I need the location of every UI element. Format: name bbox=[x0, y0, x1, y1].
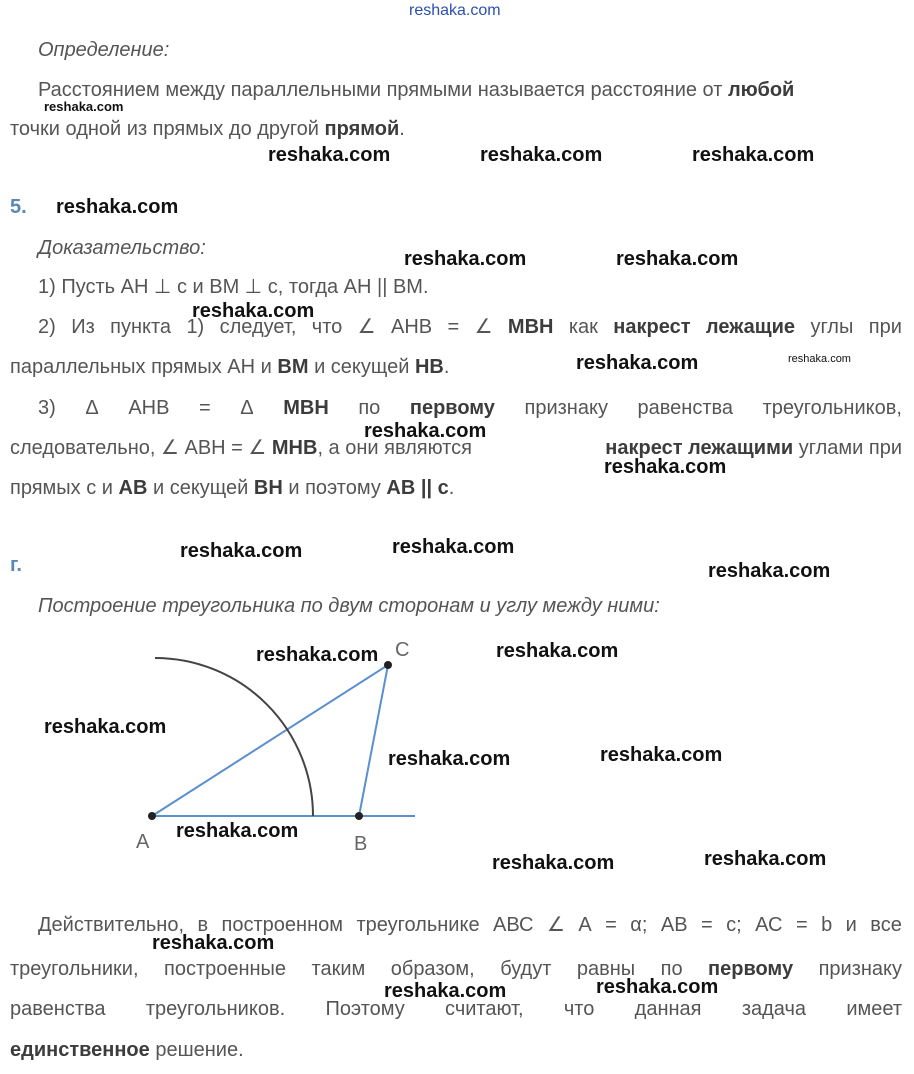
word: треугольников. bbox=[145, 998, 286, 1020]
word: по bbox=[358, 397, 381, 419]
word: равенства bbox=[10, 998, 106, 1020]
text: . bbox=[443, 356, 450, 378]
watermark-link[interactable]: reshaka.com bbox=[268, 144, 391, 166]
word: Действительно, bbox=[38, 914, 185, 936]
word: образом, bbox=[390, 958, 475, 980]
text: и секущей bbox=[314, 356, 410, 378]
word: ∠ bbox=[357, 316, 376, 338]
watermark-link[interactable]: reshaka.com bbox=[56, 196, 179, 218]
bold-text: АВ bbox=[118, 477, 148, 499]
text: и секущей bbox=[152, 477, 249, 499]
word: углы bbox=[810, 316, 854, 338]
triangle-construction-figure bbox=[0, 620, 914, 860]
word: = bbox=[605, 914, 617, 936]
word: пункта bbox=[110, 316, 172, 338]
proof-item-3-line-3 bbox=[10, 476, 454, 500]
word: признаку bbox=[524, 397, 608, 419]
bold-text: ВМ bbox=[277, 356, 309, 378]
text: параллельных прямых АН и bbox=[10, 356, 272, 378]
word: 2) bbox=[38, 316, 56, 338]
construction-heading: Построение треугольника по двум сторонам и углу между ними: bbox=[38, 595, 660, 617]
text: следовательно, ∠ АВН = ∠ bbox=[10, 437, 267, 459]
word: = bbox=[701, 914, 713, 936]
definition-text: точки одной из прямых до другой bbox=[10, 118, 319, 140]
word: следует, bbox=[219, 316, 297, 338]
bold-text: МНВ bbox=[271, 437, 318, 459]
text: . bbox=[448, 477, 455, 499]
watermark-link[interactable]: reshaka.com bbox=[596, 976, 719, 998]
word: первому bbox=[708, 958, 794, 980]
watermark-link[interactable]: reshaka.com bbox=[384, 980, 507, 1002]
word: треугольников, bbox=[762, 397, 902, 419]
word: АНВ bbox=[390, 316, 433, 338]
word: ∠ bbox=[474, 316, 493, 338]
watermark-link[interactable]: reshaka.com bbox=[180, 540, 303, 562]
word: = bbox=[795, 914, 808, 936]
definition-bold-any: любой bbox=[727, 79, 795, 101]
text: углами при bbox=[798, 437, 902, 459]
word: Δ bbox=[85, 397, 99, 419]
word: Поэтому bbox=[325, 998, 405, 1020]
word: как bbox=[568, 316, 598, 338]
point-a bbox=[148, 812, 156, 820]
word: по bbox=[660, 958, 683, 980]
bold-text: единственное bbox=[10, 1039, 150, 1061]
word: построенном bbox=[221, 914, 343, 936]
watermark-link[interactable]: reshaka.com bbox=[256, 644, 379, 666]
word: данная bbox=[634, 998, 702, 1020]
word: Из bbox=[71, 316, 95, 338]
label-b: В bbox=[354, 833, 368, 855]
side-bc bbox=[359, 665, 388, 816]
watermark-link[interactable]: reshaka.com bbox=[576, 352, 699, 374]
definition-text: Расстоянием между параллельными прямыми называется расстояние от bbox=[38, 79, 723, 101]
watermark-link[interactable]: reshaka.com bbox=[176, 820, 299, 842]
section-g-number: г. bbox=[10, 554, 22, 576]
word: считают, bbox=[445, 998, 524, 1020]
watermark-link[interactable]: reshaka.com bbox=[364, 420, 487, 442]
watermark-link[interactable]: reshaka.com bbox=[616, 248, 739, 270]
word: имеет bbox=[846, 998, 902, 1020]
word: ∠ bbox=[546, 914, 565, 936]
word: с; bbox=[726, 914, 742, 936]
word: МВН bbox=[507, 316, 554, 338]
word: задача bbox=[741, 998, 807, 1020]
proof-item-2-line-1 bbox=[10, 315, 902, 339]
watermark-link[interactable]: reshaka.com bbox=[152, 932, 275, 954]
word: АС bbox=[755, 914, 783, 936]
word: будут bbox=[500, 958, 552, 980]
word: что bbox=[311, 316, 343, 338]
watermark-link[interactable]: reshaka.com bbox=[708, 560, 831, 582]
definition-bold-line: прямой bbox=[324, 118, 400, 140]
watermark-link[interactable]: reshaka.com bbox=[704, 848, 827, 870]
definition-line-2 bbox=[10, 117, 405, 141]
word: 3) bbox=[38, 397, 56, 419]
word: первому bbox=[409, 397, 495, 419]
bold-text: ВН bbox=[253, 477, 283, 499]
watermark-link[interactable]: reshaka.com bbox=[388, 748, 511, 770]
word: таким bbox=[311, 958, 366, 980]
word: треугольники, bbox=[10, 958, 139, 980]
word: равны bbox=[576, 958, 636, 980]
definition-heading: Определение: bbox=[38, 39, 170, 61]
text: решение. bbox=[155, 1039, 244, 1061]
side-ac bbox=[152, 665, 388, 816]
word: что bbox=[563, 998, 595, 1020]
watermark-link[interactable]: reshaka.com bbox=[496, 640, 619, 662]
word: треугольнике bbox=[356, 914, 480, 936]
word: b bbox=[821, 914, 833, 936]
top-watermark[interactable]: reshaka.com bbox=[409, 2, 501, 19]
watermark-link[interactable]: reshaka.com bbox=[480, 144, 603, 166]
proof-item-3-line-1 bbox=[10, 396, 902, 420]
word: Δ bbox=[240, 397, 254, 419]
word: АВС bbox=[493, 914, 534, 936]
text: прямых с и bbox=[10, 477, 113, 499]
conclusion-line-2 bbox=[10, 957, 902, 981]
word: АВ bbox=[660, 914, 688, 936]
watermark-link[interactable]: reshaka.com bbox=[604, 456, 727, 478]
word: α; bbox=[630, 914, 648, 936]
watermark-link[interactable]: reshaka.com bbox=[44, 716, 167, 738]
watermark-link[interactable]: reshaka.com bbox=[392, 536, 515, 558]
watermark-link[interactable]: reshaka.com bbox=[492, 852, 615, 874]
word: = bbox=[199, 397, 211, 419]
label-c: С bbox=[395, 639, 410, 661]
word: при bbox=[868, 316, 902, 338]
compass-arc bbox=[155, 658, 313, 816]
watermark-link[interactable]: reshaka.com bbox=[44, 99, 124, 114]
word: МВН bbox=[283, 397, 329, 419]
word: в bbox=[197, 914, 209, 936]
section-5-number: 5. bbox=[10, 196, 27, 218]
text: , а они являются bbox=[317, 437, 472, 459]
word: лежащие bbox=[705, 316, 796, 338]
word: накрест bbox=[613, 316, 691, 338]
proof-item-1: 1) Пусть АН ⊥ с и ВМ ⊥ с, тогда АН || ВМ. bbox=[38, 276, 429, 298]
bold-text: АВ || с bbox=[386, 477, 449, 499]
definition-text: . bbox=[399, 118, 405, 140]
bold-text: накрест лежащими bbox=[605, 437, 794, 459]
word: признаку bbox=[818, 958, 902, 980]
word: построенные bbox=[163, 958, 287, 980]
word: АНВ bbox=[128, 397, 170, 419]
proof-heading: Доказательство: bbox=[38, 237, 206, 259]
watermark-link[interactable]: reshaka.com bbox=[788, 353, 851, 365]
conclusion-line-1 bbox=[10, 913, 902, 937]
watermark-link[interactable]: reshaka.com bbox=[192, 300, 315, 322]
word: А bbox=[578, 914, 592, 936]
word: и bbox=[845, 914, 857, 936]
word: 1) bbox=[186, 316, 205, 338]
watermark-link[interactable]: reshaka.com bbox=[692, 144, 815, 166]
text: и поэтому bbox=[288, 477, 381, 499]
conclusion-line-4 bbox=[10, 1038, 244, 1062]
definition-line-1 bbox=[38, 78, 794, 102]
point-c bbox=[384, 661, 392, 669]
watermark-link[interactable]: reshaka.com bbox=[404, 248, 527, 270]
proof-item-2-line-2 bbox=[10, 355, 449, 379]
label-a: А bbox=[136, 831, 150, 853]
word: равенства bbox=[637, 397, 734, 419]
point-b bbox=[355, 812, 363, 820]
word: = bbox=[447, 316, 460, 338]
bold-text: НВ bbox=[414, 356, 444, 378]
watermark-link[interactable]: reshaka.com bbox=[600, 744, 723, 766]
word: все bbox=[870, 914, 902, 936]
